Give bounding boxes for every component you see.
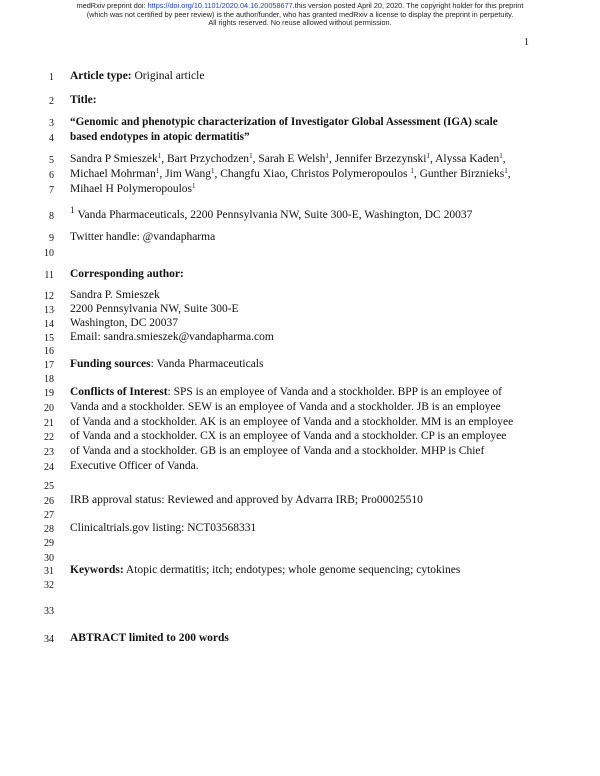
- author-name: Sarah E Welsh: [258, 153, 326, 165]
- preprint-header-line-3: All rights reserved. No reuse allowed without permission.: [208, 18, 392, 28]
- preprint-header: [0, 2, 600, 28]
- corresponding-line: Sandra P. Smieszek: [70, 289, 160, 301]
- line-number: 25: [44, 481, 54, 492]
- conflicts-line-1: Conflicts of Interest: SPS is an employee of Vanda and a stockholder. BPP is an employee of: [70, 386, 502, 398]
- conflicts-line: of Vanda and a stockholder. GB is an employee of Vanda and a stockholder. MHP is Chief: [70, 445, 485, 457]
- author-name: Alyssa Kaden: [435, 153, 500, 165]
- line-number: 22: [44, 432, 54, 443]
- line-number: 18: [44, 374, 54, 385]
- line-number: 16: [44, 346, 54, 357]
- line-number: 4: [49, 133, 54, 144]
- corresponding-line: Washington, DC 20037: [70, 317, 179, 329]
- line-number: 23: [44, 447, 54, 458]
- author-name: Gunther Birznieks: [419, 168, 505, 180]
- author-name: Jennifer Brzezynski: [334, 153, 427, 165]
- page-number: 1: [524, 37, 529, 48]
- line-number: 28: [44, 524, 54, 535]
- author-name: Changfu Xiao: [220, 168, 286, 180]
- authors-line-2: Michael Mohrman$^1$, Jim Wang$^1$, Changfu Xiao, Christos Polymeropoulos $^1$, Gunther Birznieks$^1$,: [70, 167, 511, 180]
- line-number: 26: [44, 496, 54, 507]
- affiliation: $^1$ Vanda Pharmaceuticals, 2200 Pennsylvania NW, Suite 300-E, Washington, DC 20037: [70, 205, 473, 221]
- author-name: Christos Polymeropoulos: [290, 168, 411, 180]
- line-number: 34: [44, 634, 54, 645]
- author-name: Mihael H Polymeropoulos: [70, 183, 193, 195]
- author-name: Sandra P Smieszek: [70, 153, 158, 165]
- line-number: 6: [49, 170, 54, 181]
- twitter-handle: Twitter handle: @vandapharma: [70, 231, 216, 243]
- keywords: Keywords: Atopic dermatitis; itch; endotypes; whole genome sequencing; cytokines: [70, 564, 461, 576]
- corresponding-line: 2200 Pennsylvania NW, Suite 300-E: [70, 303, 239, 315]
- line-number: 13: [44, 305, 54, 316]
- line-number: 11: [44, 270, 54, 281]
- line-number: 21: [44, 418, 54, 429]
- conflicts-line: of Vanda and a stockholder. CX is an employee of Vanda and a stockholder. CP is an employee: [70, 430, 507, 442]
- corresponding-email: Email: sandra.smieszek@vandapharma.com: [70, 331, 274, 343]
- conflicts-line: Vanda and a stockholder. SEW is an employee of Vanda and a stockholder. JB is an employee: [70, 401, 501, 413]
- clinicaltrials-listing: Clinicaltrials.gov listing: NCT03568331: [70, 522, 257, 534]
- line-number: 29: [44, 538, 54, 549]
- line-number: 27: [44, 510, 54, 521]
- line-number: 8: [49, 211, 54, 222]
- irb-status: IRB approval status: Reviewed and approved by Advarra IRB; Pro00025510: [70, 494, 423, 506]
- line-number: 31: [44, 566, 54, 577]
- corresponding-author-label: Corresponding author:: [70, 268, 184, 280]
- article-type: Article type: Original article: [70, 70, 205, 82]
- conflicts-line: of Vanda and a stockholder. AK is an employee of Vanda and a stockholder. MM is an employee: [70, 416, 514, 428]
- line-number: 7: [49, 185, 54, 196]
- line-number: 30: [44, 553, 54, 564]
- preprint-header-line-2: (which was not certified by peer review) is the author/funder, who has granted medRxiv a license to display the preprint in perpetuity.: [86, 9, 514, 19]
- conflicts-line: Executive Officer of Vanda.: [70, 460, 199, 472]
- line-number: 20: [44, 403, 54, 414]
- line-number: 3: [49, 118, 54, 129]
- line-number: 32: [44, 580, 54, 591]
- title-label: Title:: [70, 94, 97, 106]
- line-number: 15: [44, 333, 54, 344]
- line-number: 17: [44, 360, 54, 371]
- author-name: Jim Wang: [165, 168, 211, 180]
- funding-sources: Funding sources: Vanda Pharmaceuticals: [70, 358, 264, 370]
- title-line-2: based endotypes in atopic dermatitis”: [70, 131, 250, 143]
- line-number: 24: [44, 462, 54, 473]
- line-number: 10: [44, 248, 54, 259]
- authors-line-3: Mihael H Polymeropoulos$^1$: [70, 182, 196, 195]
- author-name: Bart Przychodzen: [166, 153, 250, 165]
- author-name: Michael Mohrman: [70, 168, 156, 180]
- title-line-1: “Genomic and phenotypic characterization of Investigator Global Assessment (IGA) scale: [70, 116, 498, 128]
- line-number: 33: [44, 606, 54, 617]
- line-number: 9: [49, 233, 54, 244]
- line-number: 1: [49, 72, 54, 83]
- line-number: 5: [49, 155, 54, 166]
- abstract-heading: ABTRACT limited to 200 words: [70, 632, 229, 644]
- line-number: 14: [44, 319, 54, 330]
- preprint-header-line-1: medRxiv preprint doi: https://doi.org/10.1101/2020.04.16.20058677.this version posted April 20, 2020. The copyright holder for this preprint: [76, 1, 524, 10]
- line-number: 19: [44, 388, 54, 399]
- authors-line-1: Sandra P Smieszek$^1$, Bart Przychodzen$^1$, Sarah E Welsh$^1$, Jennifer Brzezynski$^1$, Alyssa Kaden$^1$,: [70, 152, 506, 165]
- line-number: 12: [44, 291, 54, 302]
- line-number: 2: [49, 96, 54, 107]
- doi-link[interactable]: https://doi.org/10.1101/2020.04.16.20058677: [147, 1, 293, 10]
